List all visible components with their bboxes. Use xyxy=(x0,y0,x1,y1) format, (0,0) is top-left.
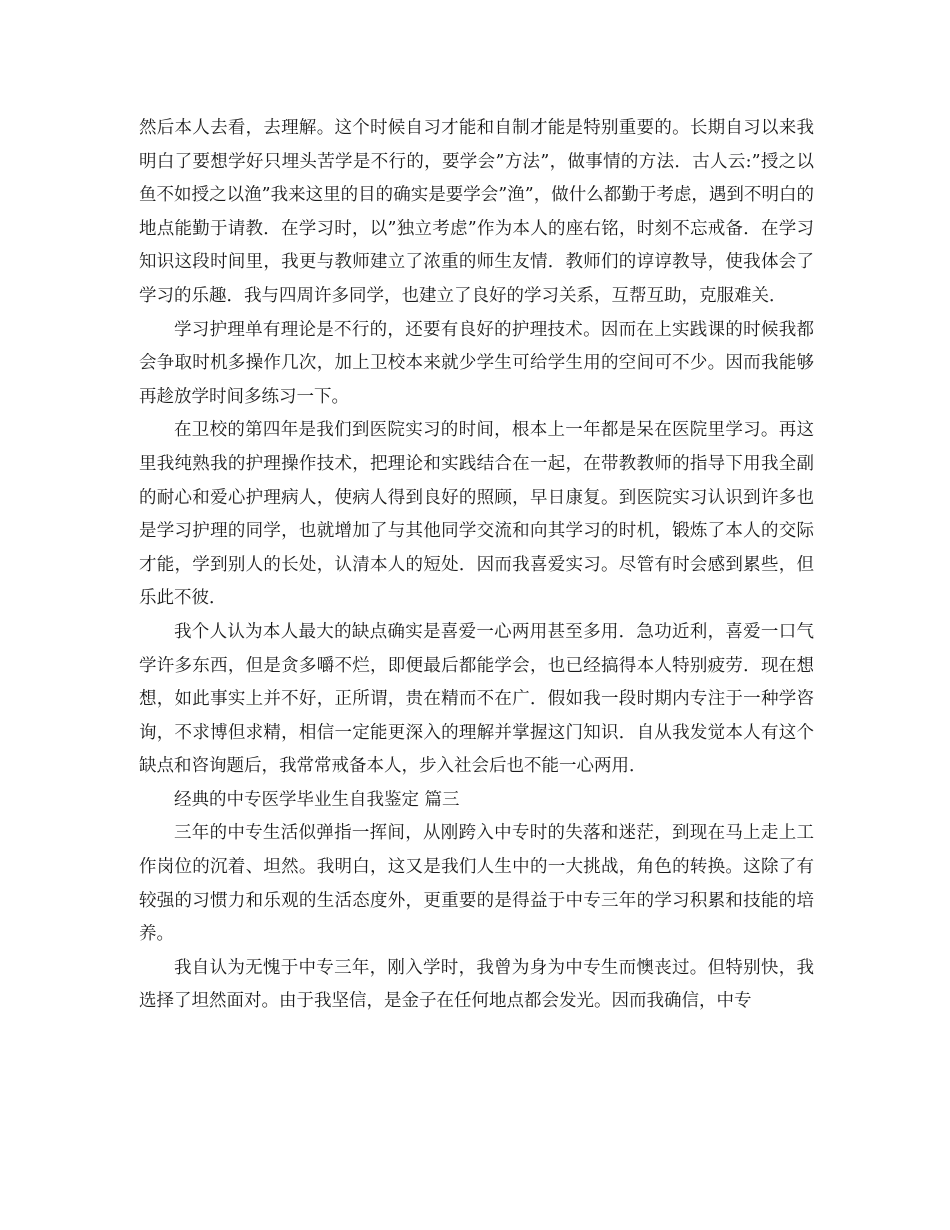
section-title: 经典的中专医学毕业生自我鉴定 篇三 xyxy=(174,789,460,810)
paragraph-5: 三年的中专生活似弹指一挥间，从刚跨入中专时的失落和迷茫，到现在马上走上工作岗位的沉着、坦然。我明白，这又是我们人生中的一大挑战，角色的转换。这除了有较强的习惯力和乐观的生活态度外，更重要的是得益于中专三年的学习积累和技能的培养。 xyxy=(139,823,814,945)
paragraph-3: 在卫校的第四年是我们到医院实习的时间，根本上一年都是呆在医院里学习。再这里我纯熟我的护理操作技术，把理论和实践结合在一起，在带教教师的指导下用我全副的耐心和爱心护理病人，使病人得到良好的照顾，早日康复。到医院实习认识到许多也是学习护理的同学，也就增加了与其他同学交流和向其学习的时机，锻炼了本人的交际才能，学到别人的长处，认清本人的短处．因而我喜爱实习。尽管有时会感到累些，但乐此不彼． xyxy=(139,420,814,609)
paragraph-4: 我个人认为本人最大的缺点确实是喜爱一心两用甚至多用．急功近利，喜爱一口气学许多东西，但是贪多嚼不烂，即便最后都能学会，也已经搞得本人特别疲劳．现在想想，如此事实上并不好，正所谓，贵在精而不在广．假如我一段时期内专注于一种学咨询，不求博但求精，相信一定能更深入的理解并掌握这门知识．自从我发觉本人有这个缺点和咨询题后，我常常戒备本人，步入社会后也不能一心两用． xyxy=(139,621,814,777)
document-body xyxy=(139,112,814,1019)
paragraph-1: 然后本人去看，去理解。这个时候自习才能和自制才能是特别重要的。长期自习以来我明白了要想学好只埋头苦学是不行的，要学会”方法”，做事情的方法．古人云:”授之以鱼不如授之以渔”我来这里的目的确实是要学会”渔”，做什么都勤于考虑，遇到不明白的地点能勤于请教．在学习时，以”独立考虑”作为本人的座右铭，时刻不忘戒备．在学习知识这段时间里，我更与教师建立了浓重的师生友情．教师们的谆谆教导，使我体会了学习的乐趣．我与四周许多同学，也建立了良好的学习关系，互帮互助，克服难关． xyxy=(139,118,814,306)
paragraph-2: 学习护理单有理论是不行的，还要有良好的护理技术。因而在上实践课的时候我都会争取时机多操作几次，加上卫校本来就少学生可给学生用的空间可不少。因而我能够再趁放学时间多练习一下。 xyxy=(139,319,814,407)
paragraph-6: 我自认为无愧于中专三年，刚入学时，我曾为身为中专生而懊丧过。但特别快，我选择了坦然面对。由于我坚信，是金子在任何地点都会发光。因而我确信，中专 xyxy=(139,957,814,1012)
